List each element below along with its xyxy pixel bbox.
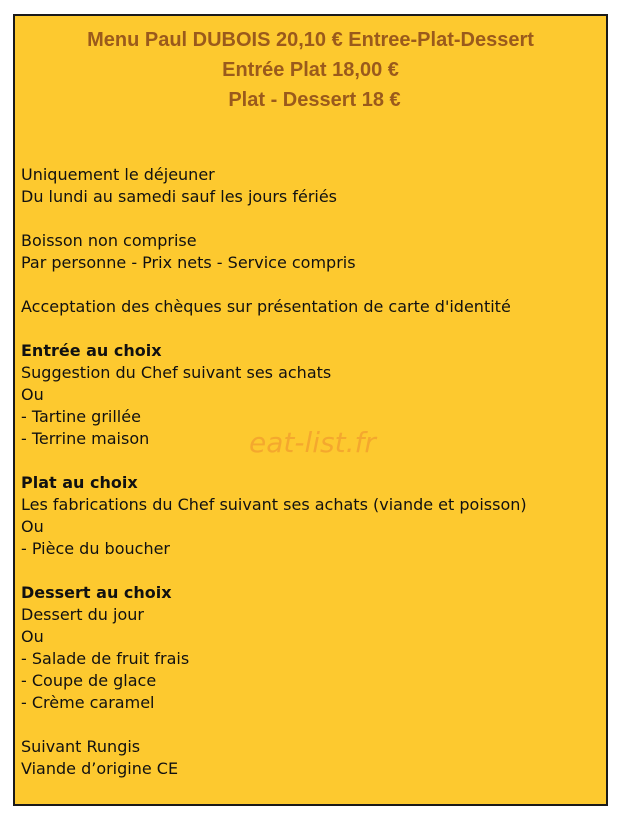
- plat-item: Les fabrications du Chef suivant ses achats (viande et poisson): [21, 495, 527, 514]
- entree-section-title: Entrée au choix: [21, 341, 162, 360]
- watermark: eat-list.fr: [249, 426, 376, 459]
- menu-title: Menu Paul DUBOIS 20,10 € Entree-Plat-Dessert: [87, 29, 534, 51]
- entree-item: - Tartine grillée: [21, 407, 141, 426]
- footer-rungis: Suivant Rungis: [21, 737, 141, 756]
- dessert-item: - Salade de fruit frais: [21, 649, 190, 668]
- menu-header: [15, 16, 606, 115]
- plat-item: Ou: [21, 517, 44, 536]
- plat-item: - Pièce du boucher: [21, 539, 170, 558]
- dessert-item: - Coupe de glace: [21, 671, 157, 690]
- condition-drinks: Boisson non comprise: [21, 231, 197, 250]
- dessert-item: Ou: [21, 627, 44, 646]
- plat-section-title: Plat au choix: [21, 473, 138, 492]
- spacer: [21, 560, 527, 582]
- menu-body: [21, 164, 527, 780]
- spacer: [21, 274, 527, 296]
- menu-card: [13, 14, 608, 806]
- entree-item: Suggestion du Chef suivant ses achats: [21, 363, 332, 382]
- entree-plat-price: Entrée Plat 18,00 €: [222, 59, 399, 81]
- spacer: [21, 318, 527, 340]
- entree-item: Ou: [21, 385, 44, 404]
- entree-item: - Terrine maison: [21, 429, 150, 448]
- plat-dessert-price: Plat - Dessert 18 €: [228, 89, 401, 111]
- dessert-item: Dessert du jour: [21, 605, 144, 624]
- dessert-section-title: Dessert au choix: [21, 583, 172, 602]
- spacer: [21, 208, 527, 230]
- condition-lunch-only: Uniquement le déjeuner: [21, 165, 215, 184]
- condition-days: Du lundi au samedi sauf les jours fériés: [21, 187, 338, 206]
- condition-cheques: Acceptation des chèques sur présentation de carte d'identité: [21, 297, 511, 316]
- footer-meat-origin: Viande d’origine CE: [21, 759, 179, 778]
- condition-prices: Par personne - Prix nets - Service compris: [21, 253, 356, 272]
- dessert-item: - Crème caramel: [21, 693, 155, 712]
- spacer: [21, 714, 527, 736]
